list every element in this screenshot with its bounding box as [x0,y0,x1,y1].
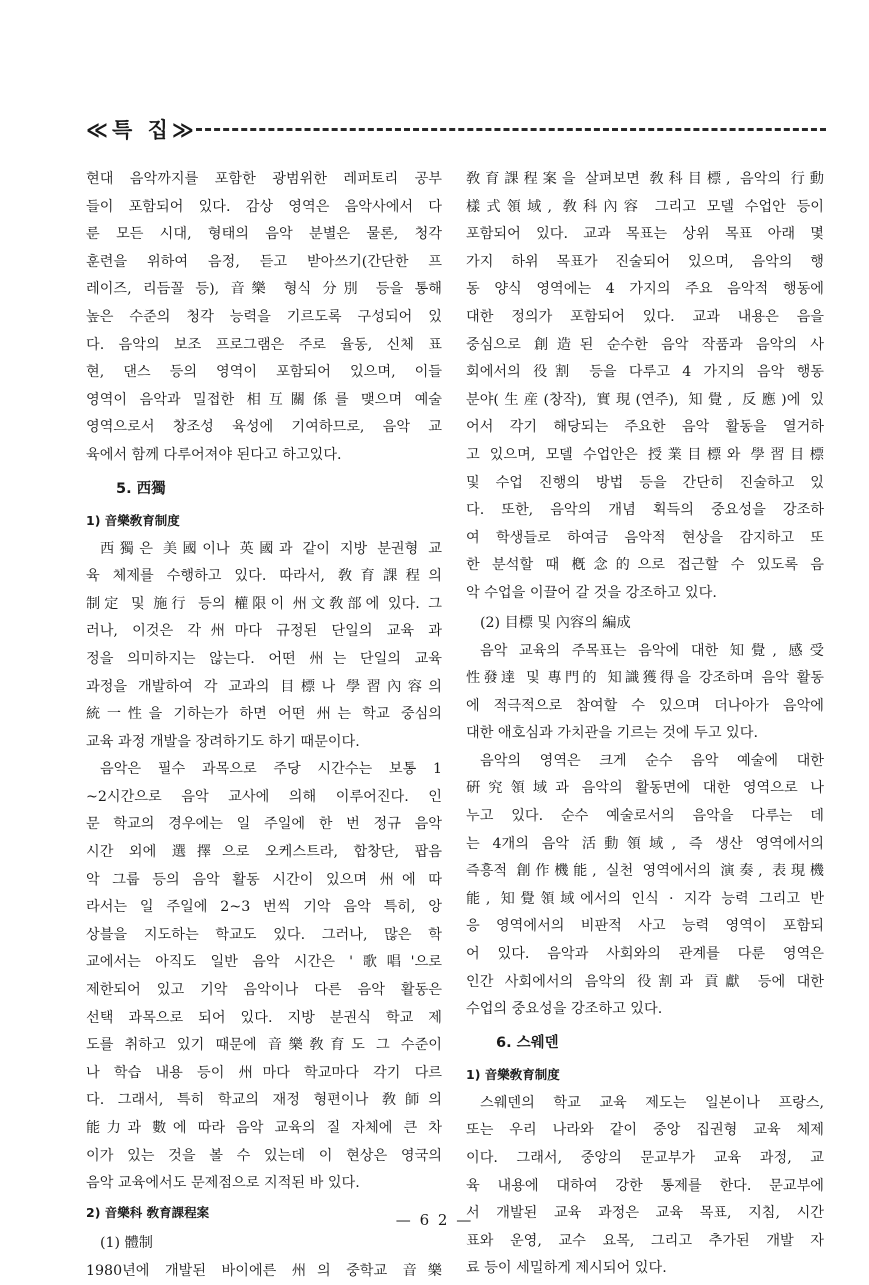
text-line: 문 학교의 경우에는 일 주일에 한 번 정규 음악 [86,816,442,833]
subsection-heading-education-system: 1) 音樂敎育制度 [86,512,180,528]
text-line: 다. 또한, 음악의 개념 획득의 중요성을 강조하 [466,502,824,519]
text-line: 누고 있다. 순수 예술로서의 음악을 다루는 데 [466,808,824,825]
paragraph-bavaria [86,1258,442,1285]
paragraph-music-hours [86,756,442,1198]
text-line: 응 영역에서의 비판적 사고 능력 영역이 포함되 [466,918,824,935]
text-line: 룬 모든 시대, 형태의 음악 분별은 물론, 청각 [86,226,442,243]
text-line: 레이즈, 리듬꼴 등), 音樂 형식 分別 등을 통해 [86,281,442,298]
text-line: 대한 애호심과 가치관을 기르는 것에 두고 있다. [466,725,758,742]
text-line: 표와 운영, 교수 요목, 그리고 추가된 개발 자 [466,1232,824,1249]
text-line: 훈련을 위하여 음정, 듣고 받아쓰기(간단한 프 [86,253,442,270]
subsection-heading-curriculum-plan: 2) 音樂科 敎育課程案 [86,1204,210,1220]
section-heading-west-germany: 5. 西獨 [116,480,166,497]
text-line: 能力과 數에 따라 음악 교육의 질 자체에 큰 차 [86,1120,442,1136]
text-line: 육에서 함께 다루어져야 된다고 하고있다. [86,446,342,463]
paragraph-west-germany-system [86,536,442,757]
text-line: 악 수업을 이끌어 갈 것을 강조하고 있다. [466,584,717,601]
text-line: 또는 우리 나라와 같이 중앙 집권형 교육 체제 [466,1122,824,1139]
text-line: 能, 知覺領域에서의 인식 · 지각 능력 그리고 반 [466,890,824,907]
page-header [86,114,826,146]
text-line: 도를 취하고 있기 때문에 音樂敎育도 그 수준이 [86,1037,442,1054]
text-line: 서 개발된 교육 과정은 교육 목표, 지침, 시간 [466,1205,824,1222]
text-line: 어 있다. 음악과 사회와의 관계를 다룬 영역은 [466,946,824,963]
paragraph-curriculum-contents [466,166,824,608]
text-line: 1980년에 개발된 바이에른 州의 중학교 音樂 [86,1262,442,1279]
text-line: 나 학습 내용 등이 州마다 학교마다 각기 다르 [86,1064,442,1081]
text-line: 과정을 개발하여 각 교과의 目標나 學習內容의 [86,678,442,695]
paragraph-main-goals [466,638,824,748]
text-line: 인간 사회에서의 음악의 役割과 貢獻 등에 대한 [466,973,824,990]
text-line: 어서 각기 해당되는 주요한 음악 활동을 열거하 [466,419,824,436]
text-line: 즉흥적 創作機能, 실천 영역에서의 演奏, 表現機 [466,863,824,880]
text-line: 높은 수준의 청각 능력을 기르도록 구성되어 있 [86,308,442,325]
right-column [466,166,824,1283]
text-line: 敎育課程案을 살펴보면 敎科目標, 음악의 行動 [466,171,824,187]
text-line: 스웨덴의 학교 교육 제도는 일본이나 프랑스, [480,1094,824,1111]
section-heading-sweden: 6. 스웨덴 [496,1034,559,1051]
text-line: 들이 포함되어 있다. 감상 영역은 음악사에서 다 [86,198,442,215]
text-line: 음악 교육에서도 문제점으로 지적된 바 있다. [86,1175,360,1192]
text-line: 樣式領域, 敎科內容 그리고 모델 수업안 등이 [466,198,824,215]
text-line: 제한되어 있고 기악 음악이나 다른 음악 활동은 [86,982,442,999]
text-line: 포함되어 있다. 교과 목표는 상위 목표 아래 몇 [466,226,824,243]
text-line: 硏究領域과 음악의 활동면에 대한 영역으로 나 [466,780,824,797]
text-line: 性發達 및 專門的 知識獲得을 강조하며 음악 활동 [466,670,824,687]
text-line: 음악은 필수 과목으로 주당 시간수는 보통 1 [100,761,442,778]
text-line: 분야(生産(창작), 實現(연주), 知覺, 反應)에 있 [466,391,824,408]
header-dashed-rule [196,128,826,131]
text-line: 가지 하위 목표가 진술되어 있으며, 음악의 행 [466,253,824,270]
text-line: 다. 음악의 보조 프로그램은 주로 율동, 신체 표 [86,336,442,353]
header-title: ≪특 집≫ [86,118,198,142]
paragraph-music-areas [466,748,824,1024]
text-line: 현, 댄스 등의 영역이 포함되어 있으며, 이들 [86,364,442,381]
paragraph-sweden-system [466,1090,824,1283]
text-line: 統一性을 기하는가 하면 어떤 州는 학교 중심의 [86,706,442,723]
text-line: 라서는 일 주일에 2~3 번씩 기악 음악 특히, 앙 [86,899,442,916]
text-line: 교에서는 아직도 일반 음악 시간은 '歌唱'으로 [86,954,442,971]
text-line: 육 체제를 수행하고 있다. 따라서, 敎育課程의 [86,568,442,585]
text-line: 회에서의 役割 등을 다루고 4 가지의 음악 행동 [466,364,824,381]
text-line: ~2시간으로 음악 교사에 의해 이루어진다. 인 [86,788,442,805]
text-line: 한 분석할 때 槪念的으로 접근할 수 있도록 음 [466,557,824,574]
text-line: 및 수업 진행의 방법 등을 간단히 진술하고 있 [466,474,824,491]
page-number: — 6 2 — [395,1211,474,1229]
text-line: 교육 과정 개발을 장려하기도 하기 때문이다. [86,733,360,750]
text-line: 러나, 이것은 각州마다 규정된 단일의 교육 과 [86,623,442,640]
text-line: 시간 외에 選擇으로 오케스트라, 합창단, 팝음 [86,844,442,861]
text-line: 음악의 영역은 크게 순수 음악 예술에 대한 [480,752,824,769]
text-line: 현대 음악까지를 포함한 광범위한 레퍼토리 공부 [86,171,442,187]
subsubsection-heading-structure: (1) 體制 [100,1234,153,1251]
text-line: 다. 그래서, 특히 학교의 재정 형편이나 敎師의 [86,1092,442,1109]
text-line: 영역이 음악과 밀접한 相互關係를 맺으며 예술 [86,391,442,408]
text-line: 이다. 그래서, 중앙의 문교부가 교육 과정, 교 [466,1150,824,1166]
text-line: 西獨은 美國이나 英國과 같이 지방 분권형 교 [100,540,442,557]
text-line: 여 학생들로 하여금 음악적 현상을 감지하고 또 [466,529,824,546]
text-line: 영역으로서 창조성 육성에 기여하므로, 음악 교 [86,419,442,436]
text-line: 중심으로 創造된 순수한 음악 작품과 음악의 사 [466,336,824,353]
text-line: 대한 정의가 포함되어 있다. 교과 내용은 음을 [466,308,824,325]
subsubsection-heading-goals-contents: (2) 目標 및 內容의 編成 [480,614,631,631]
text-line: 는 4개의 음악 活動領域, 즉 생산 영역에서의 [466,835,824,852]
subsection-heading-education-system: 1) 音樂敎育制度 [466,1066,560,1082]
text-line: 육 내용에 대하여 강한 통제를 한다. 문교부에 [466,1177,824,1194]
text-line: 고 있으며, 모델 수업안은 授業目標와 學習目標 [466,446,824,463]
text-line: 동 양식 영역에는 4 가지의 주요 음악적 행동에 [466,281,824,298]
left-column [86,166,442,1285]
text-line: 이가 있는 것을 볼 수 있는데 이 현상은 영국의 [86,1147,442,1164]
text-line: 선택 과목으로 되어 있다. 지방 분권식 학교 제 [86,1009,442,1026]
text-line: 료 등이 세밀하게 제시되어 있다. [466,1260,667,1277]
text-line: 상블을 지도하는 학교도 있다. 그러나, 많은 학 [86,926,442,943]
text-line: 에 적극적으로 참여할 수 있으며 더나아가 음악에 [466,697,824,714]
text-line: 악 그룹 등의 음악 활동 시간이 있으며 州에 따 [86,871,442,888]
text-line: 정을 의미하지는 않는다. 어떤 州는 단일의 교육 [86,650,442,667]
intro-paragraph [86,166,442,470]
text-line: 음악 교육의 주목표는 음악에 대한 知覺, 感受 [480,642,824,659]
text-line: 制定 및 施行 등의 權限이 州文敎部에 있다. 그 [86,595,442,612]
text-line: 수업의 중요성을 강조하고 있다. [466,1001,663,1018]
